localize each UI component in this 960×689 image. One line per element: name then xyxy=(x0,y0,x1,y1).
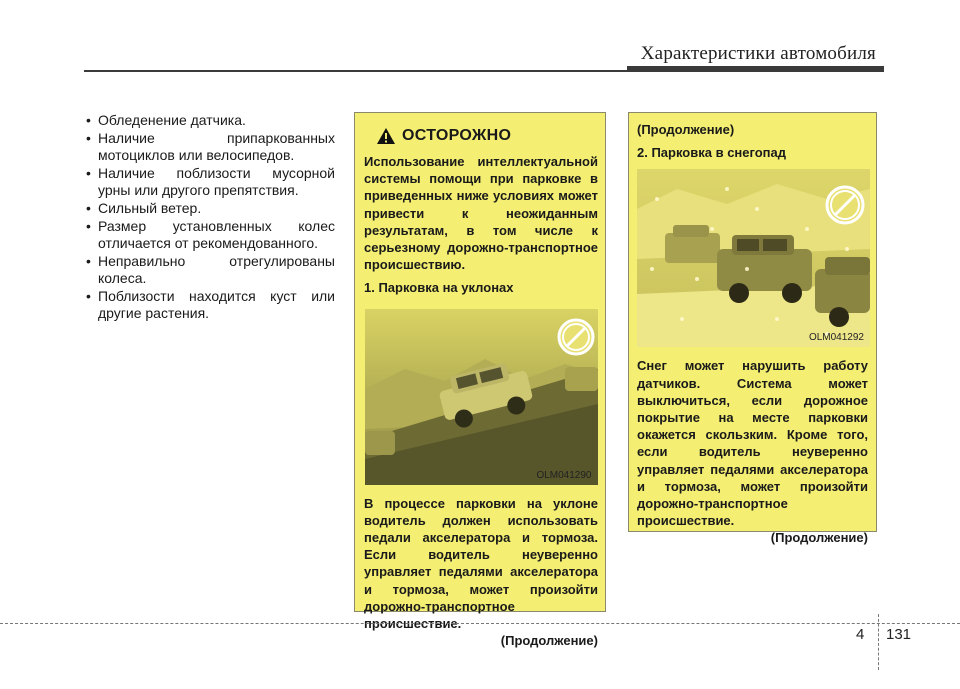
continuation-panel xyxy=(628,112,877,546)
list-item: • Поблизости находится куст или другие растения. xyxy=(86,288,335,321)
list-item: • Наличие поблизости мусорной урны или другого препятствия. xyxy=(86,165,335,198)
slope-parking-photo xyxy=(365,309,598,485)
list-item: • Неправильно отрегулированы колеса. xyxy=(86,253,335,286)
conditions-list xyxy=(84,112,335,323)
warning-intro: Использование интеллектуальной системы помощи при парковке в приведенных ниже условиях может привести к неожиданным результатам, в том числе к серьезному дорожно-транспортное происшествию. xyxy=(364,154,598,273)
footer-divider xyxy=(878,614,879,670)
chapter-number: 4 xyxy=(856,626,865,643)
continued-label: (Продолжение) xyxy=(770,530,868,546)
warning-title: ОСТОРОЖНО xyxy=(402,127,512,144)
warning-body: В процессе парковки на уклоне водитель должен использовать педали акселератора и тормоза. Если водитель неуверенно управляет педалями акселератора и тормоза, может произойти дорожно-транспортное происшествие. xyxy=(364,495,598,632)
warning-triangle-icon xyxy=(376,127,396,145)
section-heading: 2. Парковка в снегопад xyxy=(637,145,787,161)
footer-rule xyxy=(0,623,960,624)
list-item: • Обледенение датчика. xyxy=(86,112,246,128)
list-item: • Размер установленных колес отличается от рекомендованного. xyxy=(86,218,335,251)
warning-header xyxy=(376,125,598,147)
page-number: 131 xyxy=(886,626,912,643)
warning-panel xyxy=(354,112,606,649)
continued-top-label: (Продолжение) xyxy=(637,122,735,137)
image-code: OLM041292 xyxy=(808,332,864,344)
image-code: OLM041290 xyxy=(536,469,592,481)
section-heading: 1. Парковка на уклонах xyxy=(364,280,514,296)
continuation-body: Снег может нарушить работу датчиков. Система может выключиться, если дорожное покрытие на месте парковки окажется скользким. Кроме того, если водитель неуверенно управляет педалями акселератора и тормоза, может произойти дорожно-транспортное происшествие. xyxy=(637,358,868,529)
continued-label: (Продолжение) xyxy=(500,633,598,649)
list-item: • Наличие припаркованных мотоциклов или велосипедов. xyxy=(86,130,335,163)
snow-parking-photo xyxy=(637,169,870,347)
list-item: • Сильный ветер. xyxy=(86,200,202,216)
header-title: Характеристики автомобиля xyxy=(640,43,876,64)
header-rule-accent xyxy=(627,66,884,72)
